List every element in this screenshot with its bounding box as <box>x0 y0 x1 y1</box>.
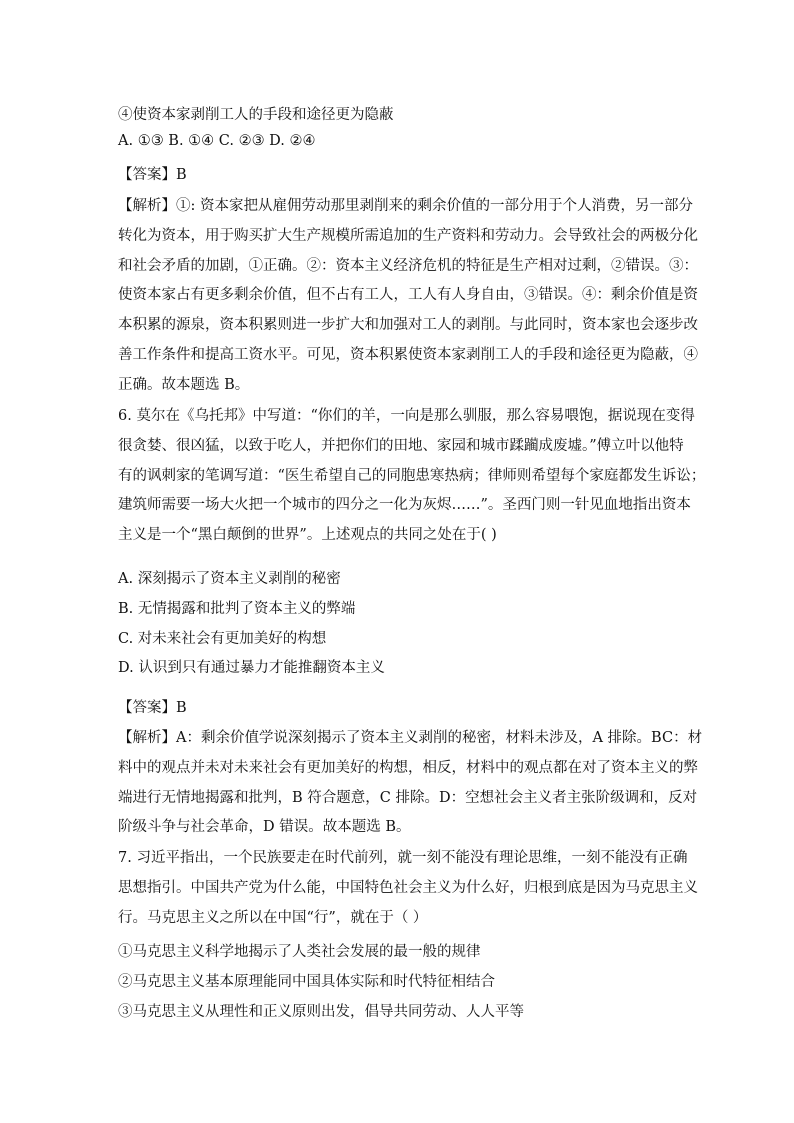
analysis-line: 善工作条件和提高工资水平。可见，资本积累使资本家剥削工人的手段和途径更为隐蔽，④ <box>118 346 698 363</box>
prev-analysis <box>118 192 698 401</box>
question-line: 主义是一个“黑白颠倒的世界”。上述观点的共同之处在于( ) <box>118 527 497 544</box>
analysis-line: 本积累的源泉，资本积累则进一步扩大和加强对工人的剥削。与此同时，资本家也会逐步改 <box>118 317 698 334</box>
option-c: C. 对未来社会有更加美好的构想 <box>118 630 327 647</box>
analysis-line: 转化为资本，用于购买扩大生产规模所需追加的生产资料和劳动力。会导致社会的两极分化 <box>118 227 698 244</box>
question-line: 6. 莫尔在《乌托邦》中写道：“你们的羊，一向是那么驯服，那么容易喂饱，据说现在变得 <box>118 408 695 424</box>
question-7-stem <box>118 844 698 933</box>
analysis-line: 料中的观点并未对未来社会有更加美好的构想，相反，材料中的观点都在对了资本主义的弊 <box>118 759 698 776</box>
option-b: B. 无情揭露和批判了资本主义的弊端 <box>118 600 356 617</box>
option-2: ②马克思主义基本原理能同中国具体实际和时代特征相结合 <box>118 973 495 990</box>
option-3: ③马克思主义从理性和正义原则出发，倡导共同劳动、人人平等 <box>118 1003 524 1020</box>
option-1: ①马克思主义科学地揭示了人类社会发展的最一般的规律 <box>118 944 481 960</box>
question-line: 行。马克思主义之所以在中国“行”，就在于（ ） <box>118 909 428 926</box>
question-6-analysis <box>118 724 703 843</box>
analysis-line: 和社会矛盾的加剧，①正确。②：资本主义经济危机的特征是生产相对过剩，②错误。③： <box>118 257 698 274</box>
question-6-options <box>118 565 678 684</box>
prev-option-4: ④使资本家剥削工人的手段和途径更为隐蔽 <box>118 107 394 123</box>
option-a: A. 深刻揭示了资本主义剥削的秘密 <box>118 571 341 587</box>
prev-choices: A. ①③ B. ①④ C. ②③ D. ②④ <box>118 133 316 149</box>
analysis-line: 正确。故本题选 B。 <box>118 376 250 393</box>
question-line: 思想指引。中国共产党为什么能，中国特色社会主义为什么好，归根到底是因为马克思主义 <box>118 879 698 896</box>
question-6-answer: 【答案】B <box>118 700 187 716</box>
analysis-line: 端进行无情地揭露和批判，B 符合题意，C 排除。D：空想社会主义者主张阶级调和，反对 <box>118 789 698 806</box>
question-7-options <box>118 938 678 1027</box>
analysis-line: 使资本家占有更多剩余价值，但不占有工人，工人有人身自由，③错误。④：剩余价值是资 <box>118 287 698 304</box>
analysis-line: 【解析】①: 资本家把从雇佣劳动那里剥削来的剩余价值的一部分用于个人消费，另一部分 <box>118 198 693 214</box>
question-6-stem <box>118 402 706 551</box>
question-line: 有的讽刺家的笔调写道：“医生希望自己的同胞患寒热病；律师则希望每个家庭都发生诉讼； <box>118 467 706 484</box>
analysis-line: 【解析】A：剩余价值学说深刻揭示了资本主义剥削的秘密，材料未涉及，A 排除。BC：材 <box>118 730 703 746</box>
question-line: 7. 习近平指出，一个民族要走在时代前列，就一刻不能没有理论思维，一刻不能没有正确 <box>118 850 688 866</box>
prev-answer: 【答案】B <box>118 167 187 183</box>
question-line: 建筑师需要一场大火把一个城市的四分之一化为灰烬……”。圣西门则一针见血地指出资本 <box>118 497 691 514</box>
option-d: D. 认识到只有通过暴力才能推翻资本主义 <box>118 660 385 677</box>
question-line: 很贪婪、很凶猛，以致于吃人，并把你们的田地、家园和城市蹂躏成废墟。”傅立叶以他特 <box>118 437 684 454</box>
analysis-line: 阶级斗争与社会革命，D 错误。故本题选 B。 <box>118 819 411 836</box>
